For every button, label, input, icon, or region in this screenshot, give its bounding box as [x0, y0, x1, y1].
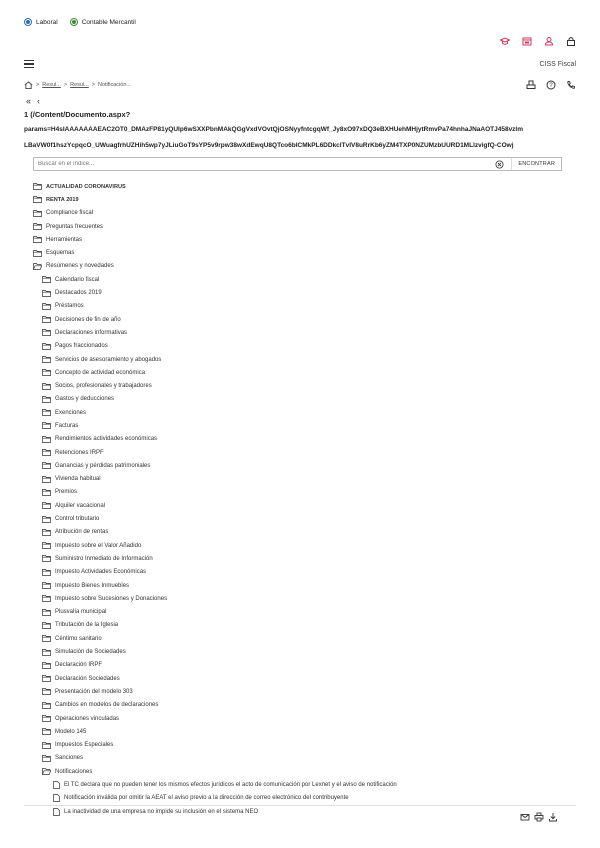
tree-item-label: Declaración Sociedades — [55, 675, 120, 682]
tree-item-label: Retenciones IRPF — [55, 449, 104, 456]
tree-folder-item[interactable] — [33, 313, 576, 326]
tree-folder-item[interactable] — [33, 499, 576, 512]
tree-folder-item[interactable] — [33, 366, 576, 379]
folder-icon — [42, 276, 51, 283]
tree-item-label: Notificación inválida por omitir la AEAT el aviso previo a la dirección de correo electrónico del contribuyente — [64, 795, 349, 802]
folder-icon — [42, 755, 51, 762]
footer-divider — [24, 805, 576, 806]
tree-item-label: RENTA 2019 — [46, 196, 79, 203]
tree-item-label: Notificaciones — [55, 768, 93, 775]
radio-indicator — [70, 18, 78, 26]
tree-item-label: Destacados 2019 — [55, 290, 102, 297]
tree-item-label: Compliance fiscal — [46, 210, 94, 217]
tree-item-label: Impuesto Actividades Económicas — [55, 569, 147, 576]
tree-item-label: Facturas — [55, 422, 79, 429]
tree-item-label: Declaración IRPF — [55, 662, 103, 669]
tree-item-label: Pagos fraccionados — [55, 343, 108, 350]
breadcrumb-row — [24, 80, 576, 90]
tree-folder-item[interactable] — [33, 446, 576, 459]
folder-icon — [42, 609, 51, 616]
first-page-button[interactable]: « — [26, 96, 32, 106]
tree-item-label: Rendimientos actividades económicas — [55, 436, 158, 443]
tree-item-label: Suministro Inmediato de Información — [55, 555, 153, 562]
tree-folder-item[interactable] — [33, 473, 576, 486]
index-tree — [33, 180, 576, 818]
tree-item-label: Ganancias y pérdidas patrimoniales — [55, 462, 151, 469]
tree-item-label: Modelo 145 — [55, 728, 87, 735]
tree-item-label: Socios, profesionales y trabajadores — [55, 383, 152, 390]
breadcrumb-link-2[interactable]: Resul... — [70, 82, 89, 88]
folder-icon — [42, 462, 51, 469]
tree-folder-item[interactable] — [33, 685, 576, 698]
tree-item-label: Declaraciones informativas — [55, 329, 128, 336]
tree-folder-item[interactable] — [33, 246, 576, 259]
folder-icon — [42, 542, 51, 549]
tree-folder-item[interactable] — [33, 433, 576, 446]
tree-item-label: Atribución de rentas — [55, 529, 109, 536]
tree-item-label: Concepto de actividad económica — [55, 369, 146, 376]
tree-folder-item[interactable] — [33, 712, 576, 725]
folder-icon — [42, 329, 51, 336]
tree-folder-item[interactable] — [33, 419, 576, 432]
tree-folder-item[interactable] — [33, 486, 576, 499]
home-icon[interactable] — [24, 81, 33, 89]
tree-folder-item[interactable] — [33, 659, 576, 672]
tree-item-label: Herramientas — [46, 236, 83, 243]
tree-document-item[interactable] — [33, 792, 576, 805]
tree-folder-item[interactable] — [33, 353, 576, 366]
tree-item-label: La inactividad de una empresa no impide su inclusión en el sistema NEO — [64, 808, 259, 815]
document-params-line-1: params=H4sIAAAAAAAEAC2OT0_DMAzFP81yQUIp6wSXXPbnMAkQGgVxdVOvtQjOSNyyfntcgqWf_Jy8xO97xDQ3eBXHUehMHjytRmvPa74hnhaJNaAOTJ458vzlm — [24, 126, 524, 133]
tree-item-label: Premios — [55, 489, 78, 496]
tree-folder-item[interactable] — [33, 207, 576, 220]
folder-icon — [42, 635, 51, 642]
tree-item-label: Operaciones vinculadas — [55, 715, 120, 722]
radio-contable-mercantil[interactable] — [70, 18, 136, 26]
phone-icon[interactable] — [566, 80, 576, 90]
tree-item-label: El TC declara que no pueden tener los mismos efectos jurídicos el acto de comunicación por Lexnet y el aviso de notificación — [64, 782, 397, 788]
mail-icon[interactable] — [520, 812, 530, 822]
folder-icon — [42, 290, 51, 297]
brand-name: CISS Fiscal — [539, 60, 576, 68]
folder-icon — [42, 622, 51, 629]
lock-icon[interactable] — [566, 36, 576, 46]
tree-folder-item[interactable] — [33, 606, 576, 619]
folder-icon — [42, 316, 51, 323]
folder-icon — [42, 715, 51, 722]
tree-item-label: Vivienda habitual — [55, 476, 101, 483]
close-circle-icon — [495, 160, 504, 169]
tree-folder-item[interactable] — [33, 765, 576, 778]
folder-icon — [42, 582, 51, 589]
tree-folder-item[interactable] — [33, 566, 576, 579]
tree-item-label: Céntimo sanitario — [55, 635, 102, 642]
radio-label: Contable Mercantil — [81, 18, 136, 26]
tree-folder-item[interactable] — [33, 393, 576, 406]
tree-folder-item[interactable] — [33, 300, 576, 313]
tree-folder-item[interactable] — [33, 340, 576, 353]
document-tools — [526, 80, 576, 90]
folder-icon — [42, 742, 51, 749]
folder-icon — [33, 196, 42, 203]
print-icon[interactable] — [534, 812, 544, 822]
tree-item-label: Resúmenes y novedades — [46, 263, 114, 270]
tree-folder-item[interactable] — [33, 725, 576, 738]
document-icon — [53, 794, 60, 802]
document-icon — [53, 808, 60, 816]
folder-icon — [42, 343, 51, 350]
stamp-icon[interactable] — [526, 80, 536, 90]
folder-icon — [42, 476, 51, 483]
folder-icon — [42, 728, 51, 735]
folder-icon — [42, 303, 51, 310]
folder-icon — [42, 436, 51, 443]
folder-icon — [42, 649, 51, 656]
svg-text:?: ? — [549, 83, 553, 90]
tree-document-item[interactable] — [33, 805, 576, 818]
tree-item-label: Plusvalía municipal — [55, 609, 107, 616]
tree-document-item[interactable] — [33, 778, 576, 791]
folder-icon — [42, 489, 51, 496]
folder-icon — [33, 210, 42, 217]
product-selector — [24, 18, 136, 26]
calendar-icon[interactable] — [522, 36, 532, 46]
tree-item-label: Impuesto Bienes Inmuebles — [55, 582, 130, 589]
tree-folder-item[interactable] — [33, 326, 576, 339]
radio-label: Laboral — [36, 18, 58, 26]
radio-indicator — [24, 18, 32, 26]
folder-icon — [42, 688, 51, 695]
folder-icon — [33, 250, 42, 257]
tree-folder-item[interactable] — [33, 260, 576, 273]
tree-folder-item[interactable] — [33, 539, 576, 552]
tree-folder-item[interactable] — [33, 193, 576, 206]
tree-item-label: Preguntas frecuentes — [46, 223, 104, 230]
folder-icon — [42, 409, 51, 416]
hamburger-menu-icon[interactable] — [24, 60, 34, 68]
tree-item-label: Calendario fiscal — [55, 276, 100, 283]
document-icon — [53, 781, 60, 789]
document-params-line-2: LBaVW0f1hszYcpqcO_UWuagfrhUZHih5wp7yJLiuGoT9sYP5v9rpw38wXdEwqU8QTco6bICMkPL6DDkcITvIV8uRrKb6yZM4TXP0NZUMzbUURD1MLlzvigfQ-COwj — [24, 142, 514, 149]
tree-item-label: Impuesto sobre el Valor Añadido — [55, 542, 142, 549]
tree-item-label: Exenciones — [55, 409, 87, 416]
tree-item-label: Simulación de Sociedades — [55, 649, 126, 656]
user-icon[interactable] — [544, 36, 554, 46]
tree-folder-item[interactable] — [33, 552, 576, 565]
tree-item-label: Alquiler vacacional — [55, 502, 106, 509]
help-icon[interactable] — [546, 80, 556, 90]
index-search — [33, 157, 562, 171]
folder-icon — [42, 516, 51, 523]
tree-folder-item[interactable] — [33, 180, 576, 193]
tree-folder-item[interactable] — [33, 699, 576, 712]
folder-icon — [42, 383, 51, 390]
folder-icon — [42, 569, 51, 576]
tree-item-label: Decisiones de fin de año — [55, 316, 121, 323]
menu-row — [24, 60, 576, 68]
folder-icon — [42, 529, 51, 536]
breadcrumb-current: Notificación... — [97, 82, 131, 88]
folder-icon — [42, 662, 51, 669]
folder-icon — [42, 449, 51, 456]
folder-icon — [42, 595, 51, 602]
folder-icon — [42, 702, 51, 709]
footer-toolbar — [520, 812, 558, 822]
top-toolbar — [500, 36, 576, 46]
folder-icon — [33, 183, 42, 190]
tree-item-label: Tributación de la Iglesia — [55, 622, 119, 629]
tree-folder-item[interactable] — [33, 273, 576, 286]
tree-folder-item[interactable] — [33, 379, 576, 392]
folder-icon — [33, 223, 42, 230]
tree-item-label: Esquemas — [46, 250, 75, 257]
folder-icon — [42, 675, 51, 682]
tree-folder-item[interactable] — [33, 632, 576, 645]
folder-icon — [33, 236, 42, 243]
radio-laboral[interactable] — [24, 18, 58, 26]
tree-folder-item[interactable] — [33, 220, 576, 233]
breadcrumb: > Resul... > Resul... > Notificación... — [24, 81, 131, 89]
tree-folder-item[interactable] — [33, 286, 576, 299]
tree-item-label: Servicios de asesoramiento y abogados — [55, 356, 162, 363]
graduation-cap-icon[interactable] — [500, 36, 510, 46]
folder-icon — [42, 396, 51, 403]
tree-folder-item[interactable] — [33, 645, 576, 658]
tree-folder-item[interactable] — [33, 406, 576, 419]
tree-folder-item[interactable] — [33, 738, 576, 751]
tree-item-label: Impuesto sobre Sucesiones y Donaciones — [55, 595, 168, 602]
tree-item-label: ACTUALIDAD CORONAVIRUS — [46, 183, 126, 190]
folder-icon — [42, 369, 51, 376]
tree-item-label: Cambios en modelos de declaraciones — [55, 702, 159, 709]
back-navigation — [26, 96, 40, 106]
folder-open-icon — [33, 263, 42, 270]
folder-icon — [42, 502, 51, 509]
tree-folder-item[interactable] — [33, 619, 576, 632]
tree-folder-item[interactable] — [33, 752, 576, 765]
tree-folder-item[interactable] — [33, 512, 576, 525]
tree-folder-item[interactable] — [33, 592, 576, 605]
tree-item-label: Presentación del modelo 303 — [55, 688, 133, 695]
folder-open-icon — [42, 768, 51, 775]
tree-item-label: Gastos y deducciones — [55, 396, 115, 403]
folder-icon — [42, 422, 51, 429]
tree-item-label: Impuestos Especiales — [55, 742, 114, 749]
find-button[interactable]: ENCONTRAR — [511, 158, 561, 170]
folder-icon — [42, 356, 51, 363]
tree-folder-item[interactable] — [33, 526, 576, 539]
tree-folder-item[interactable] — [33, 579, 576, 592]
download-icon[interactable] — [548, 812, 558, 822]
tree-folder-item[interactable] — [33, 233, 576, 246]
tree-item-label: Préstamos — [55, 303, 84, 310]
tree-folder-item[interactable] — [33, 459, 576, 472]
folder-icon — [42, 555, 51, 562]
clear-search-button[interactable] — [493, 158, 505, 170]
index-search-input[interactable] — [34, 158, 493, 170]
previous-page-button[interactable]: ‹ — [37, 96, 41, 106]
tree-item-label: Control tributario — [55, 516, 100, 523]
tree-item-label: Sanciones — [55, 755, 84, 762]
document-url-title: 1 (/Content/Documento.aspx? — [24, 110, 131, 119]
breadcrumb-link-1[interactable]: Resul... — [42, 82, 61, 88]
tree-folder-item[interactable] — [33, 672, 576, 685]
